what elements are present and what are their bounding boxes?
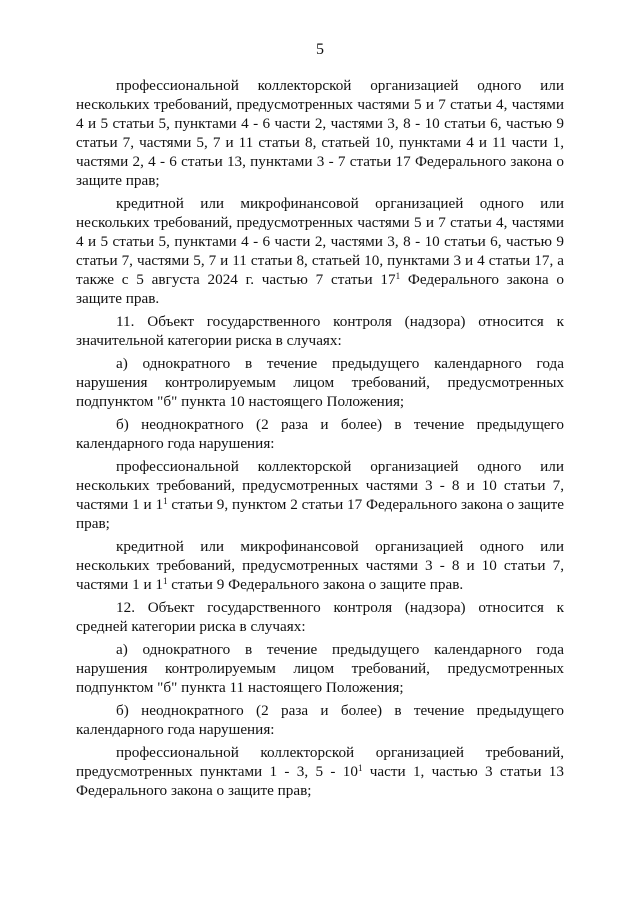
paragraph-collector-requirements-high: профессиональной коллекторской организацией одного или нескольких требований, предусмотренных частями 5 и 7 статьи 4, частями 4 и 5 статьи 5, пунктами 4 - 6 части 2, частями 3, 8 - 10 статьи 6, частью 9 статьи 7, частями 5, 7 и 11 статьи 8, статьей 10, пунктами 4 и 11 части 1, частями 2, 4 - 6 статьи 13, пунктами 3 - 7 статьи 17 Федерального закона о защите прав; <box>76 77 564 189</box>
document-body <box>76 76 564 800</box>
superscript-marker: 1 <box>357 763 363 773</box>
paragraph-text: Федерального закона о защите прав. <box>76 271 564 307</box>
page-number: 5 <box>316 41 324 58</box>
paragraph-text: профессиональной коллекторской организацией одного или нескольких требований, предусмотренных частями 3 - 8 и 10 статьи 7, частями 1 и 1 <box>76 458 564 513</box>
clause-11-item-b: б) неоднократного (2 раза и более) в течение предыдущего календарного года нарушения: <box>76 416 564 452</box>
paragraph-credit-requirements-significant <box>76 537 564 594</box>
clause-12-item-a: а) однократного в течение предыдущего календарного года нарушения контролируемым лицом требований, предусмотренных подпунктом "б" пункта 11 настоящего Положения; <box>76 641 564 696</box>
paragraph-collector-requirements-medium <box>76 743 564 800</box>
paragraph-text: кредитной или микрофинансовой организацией одного или нескольких требований, предусмотренных частями 5 и 7 статьи 4, частями 4 и 5 статьи 5, пунктами 4 - 6 части 2, частями 3, 8 - 10 статьи 6, частью 9 статьи 7, частями 5, 7 и 11 статьи 8, статьей 10, пунктами 3 и 4 статьи 17, а также с 5 августа 2024 г. частью 7 статьи 17 <box>76 195 564 288</box>
superscript-marker: 1 <box>395 271 401 281</box>
clause-11-heading: 11. Объект государственного контроля (надзора) относится к значительной категории риска в случаях: <box>76 313 564 349</box>
superscript-marker: 1 <box>163 496 168 506</box>
clause-12-item-b: б) неоднократного (2 раза и более) в течение предыдущего календарного года нарушения: <box>76 702 564 738</box>
paragraph-credit-requirements-high <box>76 194 564 308</box>
paragraph-text: профессиональной коллекторской организацией требований, предусмотренных пунктами 1 - 3, 5 - 10 <box>76 744 564 780</box>
superscript-marker: 1 <box>163 576 168 586</box>
paragraph-text: кредитной или микрофинансовой организацией одного или нескольких требований, предусмотренных частями 3 - 8 и 10 статьи 7, частями 1 и 1 <box>76 538 564 593</box>
paragraph-text: статьи 9, пунктом 2 статьи 17 Федерального закона о защите прав; <box>76 496 564 532</box>
paragraph-collector-requirements-significant <box>76 457 564 533</box>
clause-11-item-a: а) однократного в течение предыдущего календарного года нарушения контролируемым лицом требований, предусмотренных подпунктом "б" пункта 10 настоящего Положения; <box>76 355 564 410</box>
paragraph-text: статьи 9 Федерального закона о защите прав. <box>167 576 464 593</box>
paragraph-text: части 1, частью 3 статьи 13 Федерального закона о защите прав; <box>76 763 564 799</box>
clause-12-heading: 12. Объект государственного контроля (надзора) относится к средней категории риска в случаях: <box>76 599 564 635</box>
